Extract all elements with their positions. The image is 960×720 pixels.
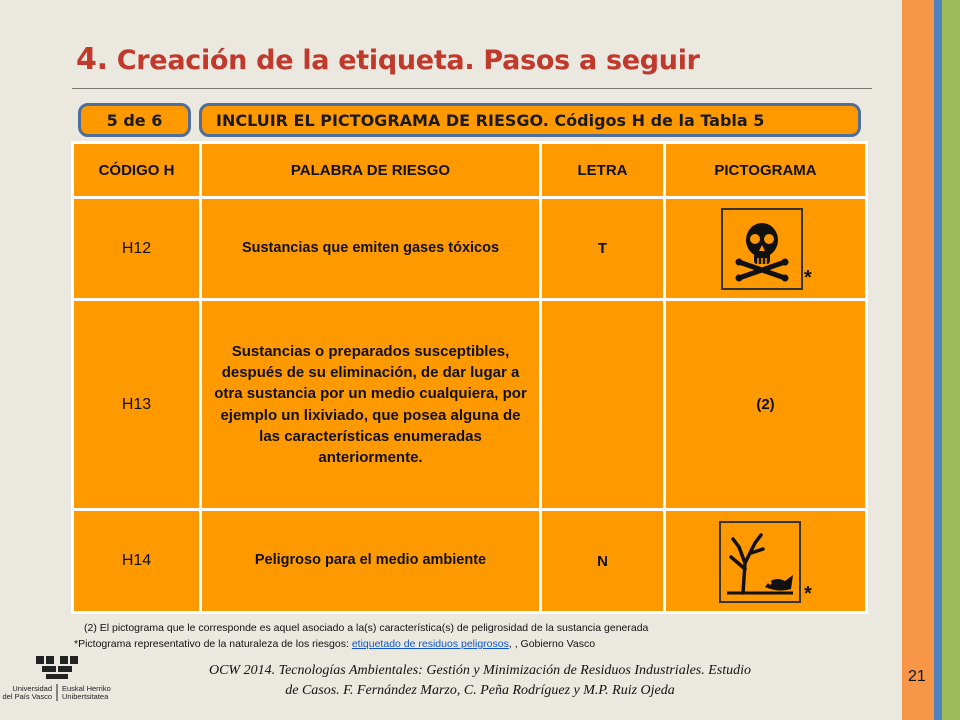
footnote-star-suffix: , , Gobierno Vasco (508, 638, 596, 650)
dead-tree-fish-icon (719, 521, 801, 603)
logo-right-line2: Unibertsitatea (62, 692, 109, 701)
header-palabra: PALABRA DE RIESGO (201, 143, 541, 198)
cell-code: H14 (73, 510, 201, 613)
logo-right-line1: Euskal Herriko (62, 684, 111, 693)
table-header-row (73, 143, 867, 198)
footnote-star (74, 638, 595, 650)
header-codigo: CÓDIGO H (73, 143, 201, 198)
pictogram-mark: * (804, 583, 812, 605)
footnote-star-prefix: *Pictograma representativo de la naturaleza de los riesgos: (74, 638, 352, 650)
cell-code: H12 (73, 198, 201, 300)
logo-left-line1: Universidad (12, 684, 52, 693)
skull-crossbones-icon (721, 208, 803, 290)
page-number: 21 (908, 668, 926, 685)
step-indicator: 5 de 6 (78, 103, 191, 137)
step-heading: INCLUIR EL PICTOGRAMA DE RIESGO. Códigos H de la Tabla 5 (199, 103, 861, 137)
logo-left-line2: del País Vasco (2, 692, 52, 701)
cell-description (201, 300, 541, 510)
decor-stripe-orange (902, 0, 934, 720)
table-row (73, 300, 867, 510)
credit-line2: de Casos. F. Fernández Marzo, C. Peña Rodríguez y M.P. Ruiz Ojeda (285, 682, 675, 698)
course-credit (160, 661, 800, 700)
title-text: Creación de la etiqueta. Pasos a seguir (116, 45, 700, 76)
description-text: Sustancias que emiten gases tóxicos (241, 239, 500, 256)
slide-title (76, 42, 700, 77)
table-row (73, 198, 867, 300)
description-text: Sustancias o preparados susceptibles, después de su eliminación, de dar lugar a otra sustancia por un medio cualquiera, por ejemplo un lixiviado, que posea alguna de las características enumeradas anteriormente. (214, 342, 527, 467)
decor-stripe-blue (934, 0, 942, 720)
cell-pictogram (665, 198, 867, 300)
cell-pictogram-note: (2) (665, 300, 867, 510)
cell-description (201, 198, 541, 300)
h-codes-table (71, 141, 868, 614)
footnote-2: (2) El pictograma que le corresponde es aquel asociado a la(s) característica(s) de peligrosidad de la sustancia generada (84, 622, 649, 634)
title-divider (72, 88, 872, 89)
university-logo (2, 654, 112, 702)
cell-pictogram (665, 510, 867, 613)
cell-description: Peligroso para el medio ambiente (201, 510, 541, 613)
cell-code: H13 (73, 300, 201, 510)
credit-line1: OCW 2014. Tecnologías Ambientales: Gestión y Minimización de Residuos Industriales. Estudio (208, 663, 752, 678)
footnote-link[interactable]: etiquetado de residuos peligrosos (351, 638, 509, 650)
cell-letter: T (541, 198, 665, 300)
cell-letter: N (541, 510, 665, 613)
header-pictograma: PICTOGRAMA (665, 143, 867, 198)
decor-stripe-green (942, 0, 960, 720)
table-row (73, 510, 867, 613)
title-number: 4. (76, 42, 108, 77)
cell-letter (541, 300, 665, 510)
header-letra: LETRA (541, 143, 665, 198)
pictogram-mark: * (804, 267, 812, 289)
